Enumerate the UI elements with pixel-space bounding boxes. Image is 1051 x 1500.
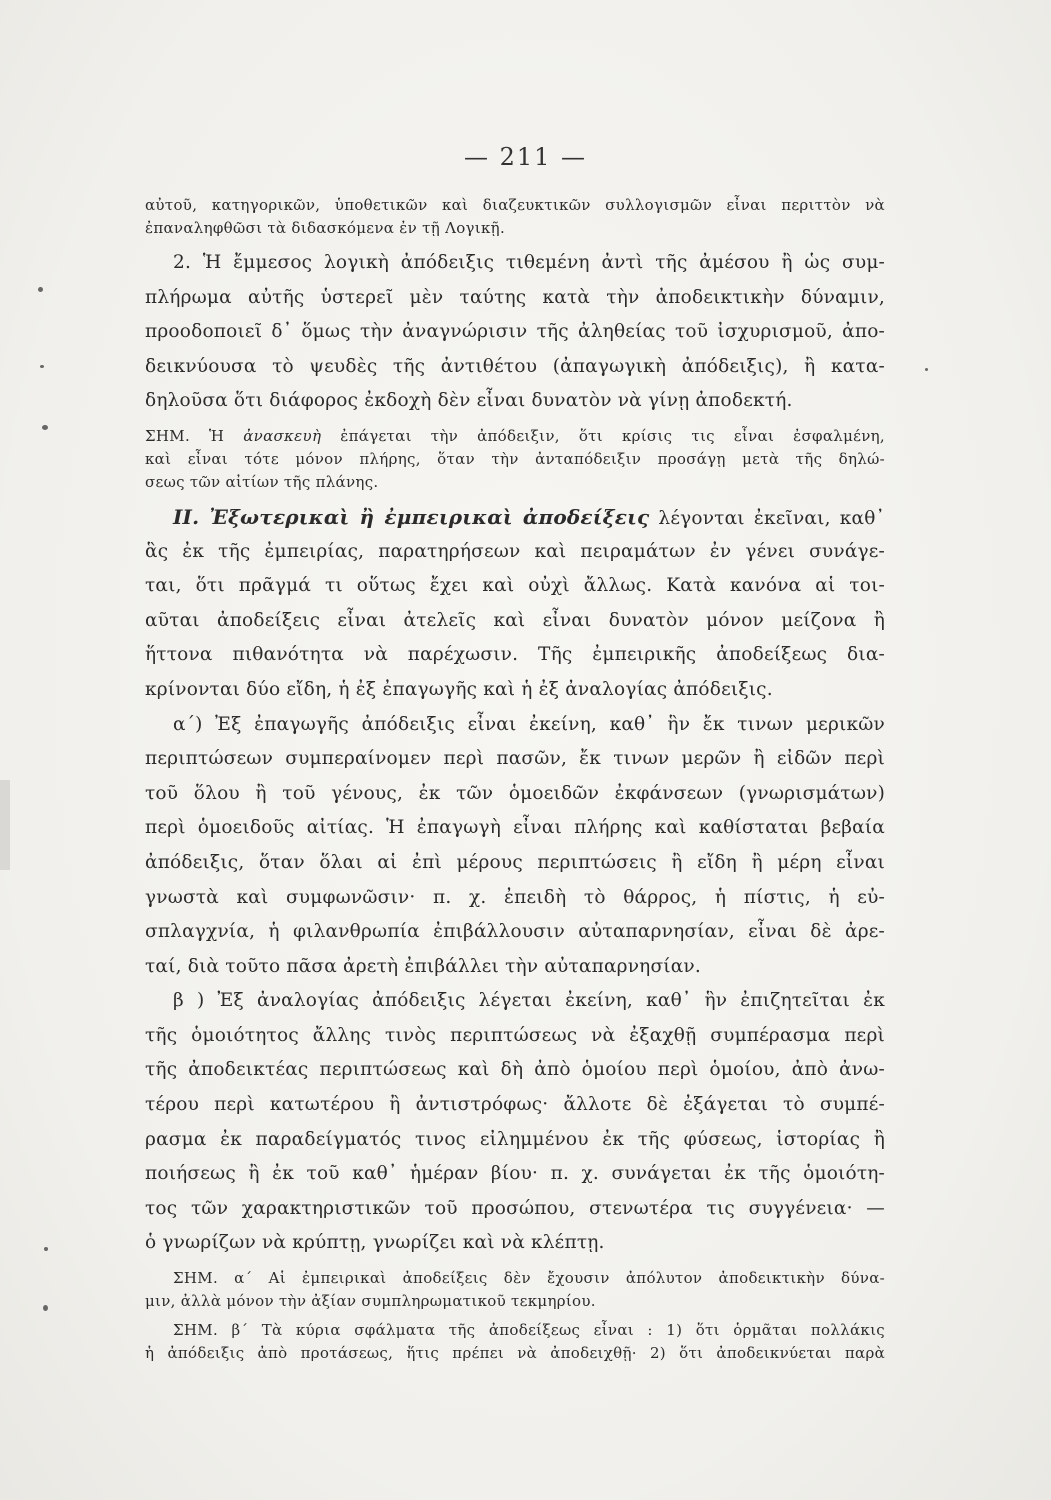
text-line: τῆς ἀποδεικτέας περιπτώσεως καὶ δὴ ἀπὸ ὁμοίου περὶ ὁμοίου, ἀπὸ ἀνω-	[145, 1059, 885, 1081]
paper-speck	[44, 1247, 48, 1251]
note-line: ΣΗΜ. β´ Τὰ κύρια σφάλματα τῆς ἀποδείξεως εἶναι : 1) ὅτι ὁρμᾶται πολλάκις	[173, 1321, 885, 1340]
text-line: αὐτοῦ, κατηγορικῶν, ὑποθετικῶν καὶ διαζευκτικῶν συλλογισμῶν εἶναι περιττὸν νὰ	[145, 196, 885, 214]
note-line: μιν, ἀλλὰ μόνον τὴν ἀξίαν συμπληρωματικοῦ τεκμηρίου.	[145, 1292, 596, 1311]
text-line: γνωστὰ καὶ συμφωνῶσιν· π. χ. ἐπειδὴ τὸ θάρρος, ἡ πίστις, ἡ εὐ-	[145, 886, 885, 908]
text-line: ἥττονα πιθανότητα νὰ παρέχωσιν. Τῆς ἐμπειρικῆς ἀποδείξεως δια-	[145, 644, 885, 666]
note-line: ΣΗΜ. α´ Αἱ ἐμπειρικαὶ ἀποδείξεις δὲν ἔχουσιν ἀπόλυτον ἀποδεικτικὴν δύνα-	[173, 1269, 885, 1288]
text-line: ἐπαναληφθῶσι τὰ διδασκόμενα ἐν τῇ Λογικῇ.	[145, 219, 506, 237]
note-line: ΣΗΜ. Ἡ ἀνασκευὴ ἐπάγεται τὴν ἀπόδειξιν, ὅτι κρίσις τις εἶναι ἐσφαλμένη,	[145, 426, 885, 445]
page-number: — 211 —	[463, 143, 588, 171]
text-line: τος τῶν χαρακτηριστικῶν τοῦ προσώπου, στενωτέρα τις συγγένεια· —	[145, 1197, 885, 1219]
text-line: β ) Ἐξ ἀναλογίας ἀπόδειξις λέγεται ἐκείνη, καθ᾽ ἣν ἐπιζητεῖται ἐκ	[173, 990, 885, 1012]
note-line: ἡ ἀπόδειξις ἀπὸ προτάσεως, ἥτις πρέπει νὰ ἀποδειχθῇ· 2) ὅτι ἀποδεικνύεται παρὰ	[145, 1344, 885, 1363]
text-line: προοδοποιεῖ δ᾽ ὅμως τὴν ἀναγνώρισιν τῆς ἀληθείας τοῦ ἰσχυρισμοῦ, ἀπο-	[145, 321, 885, 343]
text-line: ἃς ἐκ τῆς ἐμπειρίας, παρατηρήσεων καὶ πειραμάτων ἐν γένει συνάγε-	[145, 540, 885, 562]
paper-speck	[38, 287, 43, 292]
text-line: δηλοῦσα ὅτι διάφορος ἐκδοχὴ δὲν εἶναι δυνατὸν νὰ γίνῃ ἀποδεκτή.	[145, 390, 793, 412]
text-line: ρασμα ἐκ παραδείγματός τινος εἰλημμένου ἐκ τῆς φύσεως, ἱστορίας ἢ	[145, 1128, 885, 1150]
text-line: α´) Ἐξ ἐπαγωγῆς ἀπόδειξις εἶναι ἐκείνη, καθ᾽ ἣν ἔκ τινων μερικῶν	[173, 713, 885, 735]
text-line: 2. Ἡ ἔμμεσος λογικὴ ἀπόδειξις τιθεμένη ἀντὶ τῆς ἀμέσου ἢ ὡς συμ-	[173, 252, 885, 273]
section-heading-line	[145, 500, 885, 535]
note-line: σεως τῶν αἰτίων τῆς πλάνης.	[145, 472, 379, 491]
text-line: σπλαγχνία, ἡ φιλανθρωπία ἐπιβάλλουσιν αὐταπαρνησίαν, εἶναι δὲ ἀρε-	[145, 921, 885, 943]
note-line: καὶ εἶναι τότε μόνον πλήρης, ὅταν τὴν ἀνταπόδειξιν προσάγῃ μετὰ τῆς δηλώ-	[145, 449, 885, 468]
text-line: περὶ ὁμοειδοῦς αἰτίας. Ἡ ἐπαγωγὴ εἶναι πλήρης καὶ καθίσταται βεβαία	[145, 817, 885, 839]
text-line: ταί, διὰ τοῦτο πᾶσα ἀρετὴ ἐπιβάλλει τὴν αὐταπαρνησίαν.	[145, 955, 701, 977]
paper-speck	[40, 365, 44, 368]
italic-term: ἀνασκευὴ	[243, 426, 322, 445]
paper-edge-shadow	[0, 780, 10, 870]
section-heading: ΙΙ. Ἐξωτερικαὶ ἢ ἐμπειρικαὶ ἀποδείξεις	[173, 504, 650, 529]
paper-speck	[42, 425, 48, 430]
text-line: ὁ γνωρίζων νὰ κρύπτῃ, γνωρίζει καὶ νὰ κλέπτῃ.	[145, 1232, 605, 1254]
paper-speck	[925, 368, 928, 371]
body-text	[145, 194, 885, 1365]
text-line: τῆς ὁμοιότητος ἄλλης τινὸς περιπτώσεως νὰ ἐξαχθῇ συμπέρασμα περὶ	[145, 1024, 885, 1046]
text-line: αῦται ἀποδείξεις εἶναι ἀτελεῖς καὶ εἶναι δυνατὸν μόνον μείζονα ἢ	[145, 609, 885, 631]
text-line: πλήρωμα αὐτῆς ὑστερεῖ μὲν ταύτης κατὰ τὴν ἀποδεικτικὴν δύναμιν,	[145, 286, 885, 308]
text-line: περιπτώσεων συμπεραίνομεν περὶ πασῶν, ἔκ τινων μερῶν ἢ εἰδῶν περὶ	[145, 748, 885, 770]
text-line: ποιήσεως ἢ ἐκ τοῦ καθ᾽ ἡμέραν βίου· π. χ. συνάγεται ἐκ τῆς ὁμοιότη-	[145, 1163, 885, 1185]
text-line: δεικνύουσα τὸ ψευδὲς τῆς ἀντιθέτου (ἀπαγωγικὴ ἀπόδειξις), ἢ κατα-	[145, 355, 885, 377]
text-line: κρίνονται δύο εἴδη, ἡ ἐξ ἐπαγωγῆς καὶ ἡ ἐξ ἀναλογίας ἀπόδειξις.	[145, 678, 773, 700]
section-heading-rest: λέγονται ἐκεῖναι, καθ᾽	[649, 507, 885, 529]
text-line: τοῦ ὅλου ἢ τοῦ γένους, ἐκ τῶν ὁμοειδῶν ἐκφάνσεων (γνωρισμάτων)	[145, 782, 885, 804]
paper-speck	[43, 1305, 48, 1311]
text-line: ἀπόδειξις, ὅταν ὅλαι αἱ ἐπὶ μέρους περιπτώσεις ἢ εἴδη ἢ μέρη εἶναι	[145, 851, 885, 873]
text-line: τέρου περὶ κατωτέρου ἢ ἀντιστρόφως· ἄλλοτε δὲ ἐξάγεται τὸ συμπέ-	[145, 1094, 885, 1116]
text-line: ται, ὅτι πρᾶγμά τι οὕτως ἔχει καὶ οὐχὶ ἄλλως. Κατὰ κανόνα αἱ τοι-	[145, 575, 885, 597]
